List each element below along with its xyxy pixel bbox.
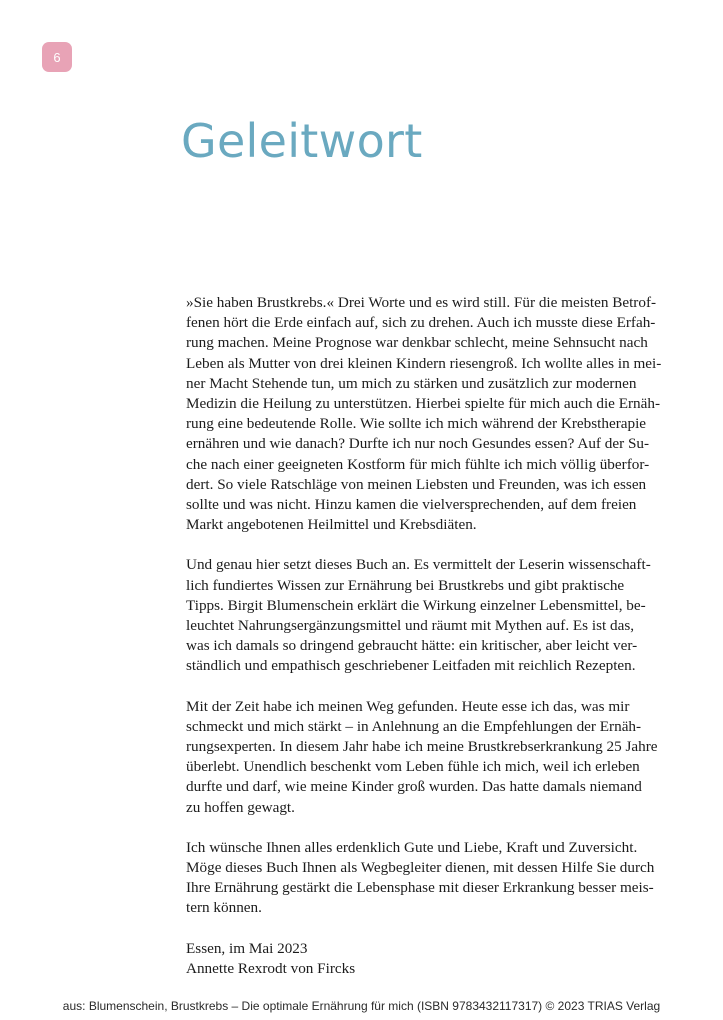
text-line: che nach einer geeigneten Kostform für mich fühlte ich mich völlig überfor- (186, 455, 650, 473)
text-line: fenen hört die Erde einfach auf, sich zu drehen. Auch ich musste diese Erfah- (186, 314, 656, 332)
signature-place-date: Essen, im Mai 2023 (186, 939, 308, 957)
paragraph-4 (186, 838, 664, 919)
text-line: Mit der Zeit habe ich meinen Weg gefunden. Heute esse ich das, was mir (186, 697, 630, 715)
text-line: was ich damals so dringend gebraucht hätte: ein kritischer, aber leicht ver- (186, 637, 638, 655)
text-line: schmeckt und mich stärkt – in Anlehnung an die Empfehlungen der Ernäh- (186, 717, 642, 735)
text-line: Und genau hier setzt dieses Buch an. Es vermittelt der Leserin wissenschaft- (186, 556, 651, 574)
text-line: zu hoffen gewagt. (186, 798, 295, 816)
text-line: »Sie haben Brustkrebs.« Drei Worte und es wird still. Für die meisten Betrof- (186, 294, 657, 311)
text-line: tern können. (186, 899, 262, 917)
signature-author: Annette Rexrodt von Fircks (186, 959, 356, 977)
text-line: ständlich und empathisch geschriebener Leitfaden mit reichlich Rezepten. (186, 657, 636, 675)
text-line: Ich wünsche Ihnen alles erdenklich Gute und Liebe, Kraft und Zuversicht. (186, 838, 638, 856)
text-line: rungsexperten. In diesem Jahr habe ich meine Brustkrebserkrankung 25 Jahre (186, 738, 658, 756)
text-line: Markt angebotenen Heilmittel und Krebsdiäten. (186, 516, 477, 534)
page-title: Geleitwort (181, 114, 423, 168)
text-line: lich fundiertes Wissen zur Ernährung bei Brustkrebs und gibt praktische (186, 576, 625, 594)
text-line: durfte und darf, wie meine Kinder groß wurden. Das hatte damals niemand (186, 778, 642, 796)
text-line: Ihre Ernährung gestärkt die Lebensphase mit dieser Erkrankung besser meis- (186, 879, 654, 897)
text-line: Möge dieses Buch Ihnen als Wegbegleiter dienen, mit dessen Hilfe Sie durch (186, 859, 655, 877)
text-line: überlebt. Unendlich beschenkt vom Leben fühle ich mich, weil ich erleben (186, 758, 640, 776)
text-line: Medizin die Heilung zu unterstützen. Hierbei spielte für mich auch die Ernäh- (186, 395, 661, 413)
page-number-badge: 6 (42, 42, 72, 72)
text-line: ernähren und wie danach? Durfte ich nur noch Gesundes essen? Auf der Su- (186, 435, 650, 453)
body-text (186, 293, 664, 979)
text-line: ner Macht Stehende tun, um mich zu stärken und zusätzlich zur modernen (186, 374, 637, 392)
signature-block (186, 939, 664, 979)
paragraph-1 (186, 293, 664, 535)
paragraph-3 (186, 697, 664, 818)
source-footer: aus: Blumenschein, Brustkrebs – Die optimale Ernährung für mich (ISBN 9783432117317) © 2023 TRIAS Verlag (62, 999, 661, 1013)
paragraph-2 (186, 555, 664, 676)
text-line: rung eine bedeutende Rolle. Wie sollte ich mich während der Krebstherapie (186, 415, 647, 433)
text-line: rung machen. Meine Prognose war denkbar schlecht, meine Sehnsucht nach (186, 334, 648, 352)
text-line: dert. So viele Ratschläge von meinen Liebsten und Freunden, was ich essen (186, 475, 647, 493)
text-line: sollte und was nicht. Hinzu kamen die vielversprechenden, auf dem freien (186, 496, 637, 514)
text-line: Leben als Mutter von drei kleinen Kindern riesengroß. Ich wollte alles in mei- (186, 354, 662, 372)
text-line: Tipps. Birgit Blumenschein erklärt die Wirkung einzelner Lebensmittel, be- (186, 596, 646, 614)
text-line: leuchtet Nahrungsergänzungsmittel und räumt mit Mythen auf. Es ist das, (186, 617, 635, 635)
